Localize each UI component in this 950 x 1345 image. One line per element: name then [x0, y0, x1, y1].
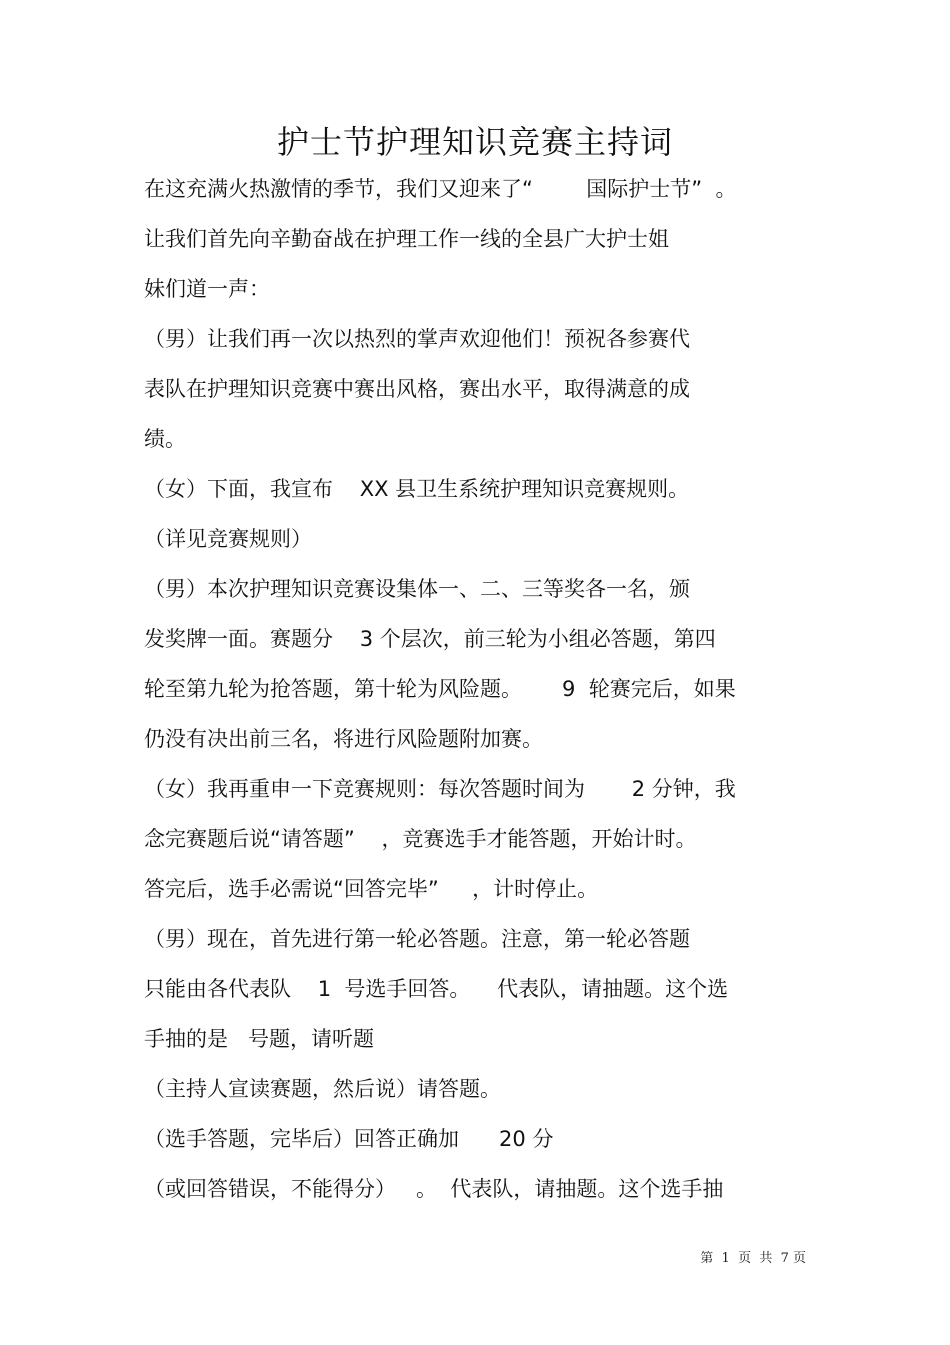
- paragraph-line: （女）下面，我宣布 XX 县卫生系统护理知识竞赛规则。: [144, 477, 690, 501]
- document-title: 护士节护理知识竞赛主持词: [276, 123, 673, 161]
- paragraph-line: （男）本次护理知识竞赛设集体一、二、三等奖各一名，颁: [144, 577, 690, 601]
- paragraph-line: 轮至第九轮为抢答题，第十轮为风险题。 9 轮赛完后，如果: [144, 677, 736, 701]
- paragraph-line: 发奖牌一面。赛题分 3 个层次，前三轮为小组必答题，第四: [144, 627, 716, 651]
- paragraph-line: 在这充满火热激情的季节，我们又迎来了“ 国际护士节” 。: [144, 177, 737, 201]
- paragraph-line: 答完后，选手必需说“回答完毕” ，计时停止。: [144, 877, 599, 901]
- paragraph-line: （男）现在，首先进行第一轮必答题。注意，第一轮必答题: [144, 927, 690, 951]
- paragraph-line: （主持人宣读赛题，然后说）请答题。: [144, 1077, 501, 1101]
- paragraph-line: 绩。: [144, 427, 186, 451]
- paragraph-line: 妹们道一声：: [144, 277, 270, 301]
- paragraph-line: 表队在护理知识竞赛中赛出风格，赛出水平，取得满意的成: [144, 377, 690, 401]
- paragraph-line: （选手答题，完毕后）回答正确加 20 分: [144, 1127, 554, 1151]
- paragraph-line: （或回答错误，不能得分） 。 代表队，请抽题。这个选手抽: [144, 1177, 724, 1201]
- paragraph-line: 手抽的是 号题，请听题: [144, 1027, 375, 1051]
- page-number-footer: 第 1 页 共 7 页: [700, 1251, 806, 1266]
- paragraph-line: （女）我再重申一下竞赛规则：每次答题时间为 2 分钟，我: [144, 777, 736, 801]
- paragraph-line: 仍没有决出前三名，将进行风险题附加赛。: [144, 727, 543, 751]
- paragraph-line: （详见竞赛规则）: [144, 527, 312, 551]
- paragraph-line: 只能由各代表队 1 号选手回答。 代表队，请抽题。这个选: [144, 977, 729, 1001]
- paragraph-line: 让我们首先向辛勤奋战在护理工作一线的全县广大护士姐: [144, 227, 669, 251]
- paragraph-line: 念完赛题后说“请答题” ，竞赛选手才能答题，开始计时。: [144, 827, 697, 851]
- paragraph-line: （男）让我们再一次以热烈的掌声欢迎他们！预祝各参赛代: [144, 327, 690, 351]
